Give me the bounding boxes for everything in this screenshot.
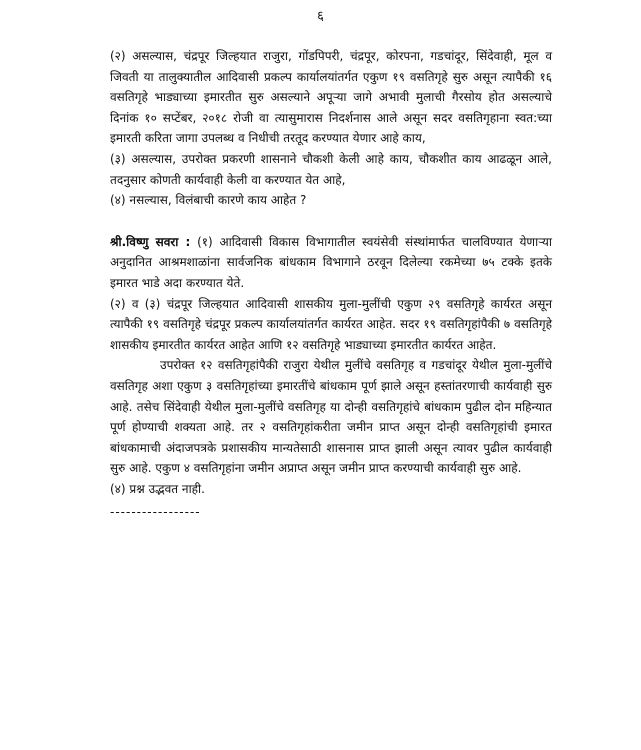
end-rule: ----------------- [110,505,201,520]
document-body [110,46,552,523]
answer-part-1-text: (१) आदिवासी विकास विभागातील स्वयंसेवी संस्थांमार्फत चालविण्यात येणाऱ्या अनुदानित आश्रमशाळांना सार्वजनिक बांधकाम विभागाने ठरवून दिलेल्या रकमेच्या ७५ टक्के इतके इमारत भाडे अदा करण्यात येते. [110,234,552,290]
section-spacer [110,211,552,232]
answer-paragraph-2: उपरोक्त १२ वसतिगृहांपैकी राजुरा येथील मुलींचे वसतिगृह व गडचांदूर येथील मुला-मुलींचे वसतिगृह अशा एकुण ३ वसतिगृहांच्या इमारतींचे बांधकाम पूर्ण झाले असून हस्तांतरणाची कार्यवाही सुरु आहे. तसेच सिंदेवाही येथील मुला-मुलींचे वसतिगृह या दोन्ही वसतिगृहांचे बांधकाम पुढील दोन महिन्यात पूर्ण होण्याची शक्यता आहे. तर २ वसतिगृहांकरीता जमीन प्राप्त असून दोन्ही वसतिगृहांची इमारत बांधकामाची अंदाजपत्रके प्रशासकीय मान्यतेसाठी शासनास प्राप्त झाली असून त्यावर पुढील कार्यवाही सुरु आहे. एकुण ४ वसतिगृहांना जमीन अप्राप्त असून जमीन प्राप्त करण्याची कार्यवाही सुरु आहे. [110,358,552,476]
question-part-3: (३) असल्यास, उपरोक्त प्रकरणी शासनाने चौकशी केली आहे काय, चौकशीत काय आढळून आले, तदनुसार कोणती कार्यवाही केली वा करण्यात येत आहे, [110,151,552,187]
answer-part-2-3: (२) व (३) चंद्रपूर जिल्हयात आदिवासी शासकीय मुला-मुलींची एकुण २९ वसतिगृहे कार्यरत असून त्यापैकी १९ वसतिगृहे चंद्रपूर प्रकल्प कार्यालयांतर्गत कार्यरत आहेत. सदर १९ वसतिगृहांपैकी ७ वसतिगृहे शासकीय इमारतीत कार्यरत आहेत आणि १२ वसतिगृहे भाड्याच्या इमारतीत कार्यरत आहेत. [110,296,552,352]
page-number: ६ [317,9,324,24]
answer-part-4: (४) प्रश्न उद्भवत नाही. [110,481,205,496]
question-part-2: (२) असल्यास, चंद्रपूर जिल्हयात राजुरा, गोंडपिपरी, चंद्रपूर, कोरपना, गडचांदूर, सिंदेवाही, मूल व जिवती या तालुक्यातील आदिवासी प्रकल्प कार्यालयांतर्गत एकुण १९ वसतिगृहे सुरु असून त्यापैकी १६ वसतिगृहे भाड्याच्या इमारतीत सुरु असल्याने अपूऱ्या जागे अभावी मुलाची गैरसोय होत असल्याचे दिनांक १० सप्टेंबर, २०१८ रोजी वा त्यासुमारास निदर्शनास आले असून सदर वसतिगृहाना स्वत:च्या इमारती करिता जागा उपलब्ध व निधीची तरतूद करण्यात येणार आहे काय, [110,49,552,146]
answer-speaker: श्री.विष्णु सवरा : [110,234,191,249]
question-part-4: (४) नसल्यास, विलंबाची कारणे काय आहेत ? [110,193,307,208]
answer-part-1 [110,232,552,294]
